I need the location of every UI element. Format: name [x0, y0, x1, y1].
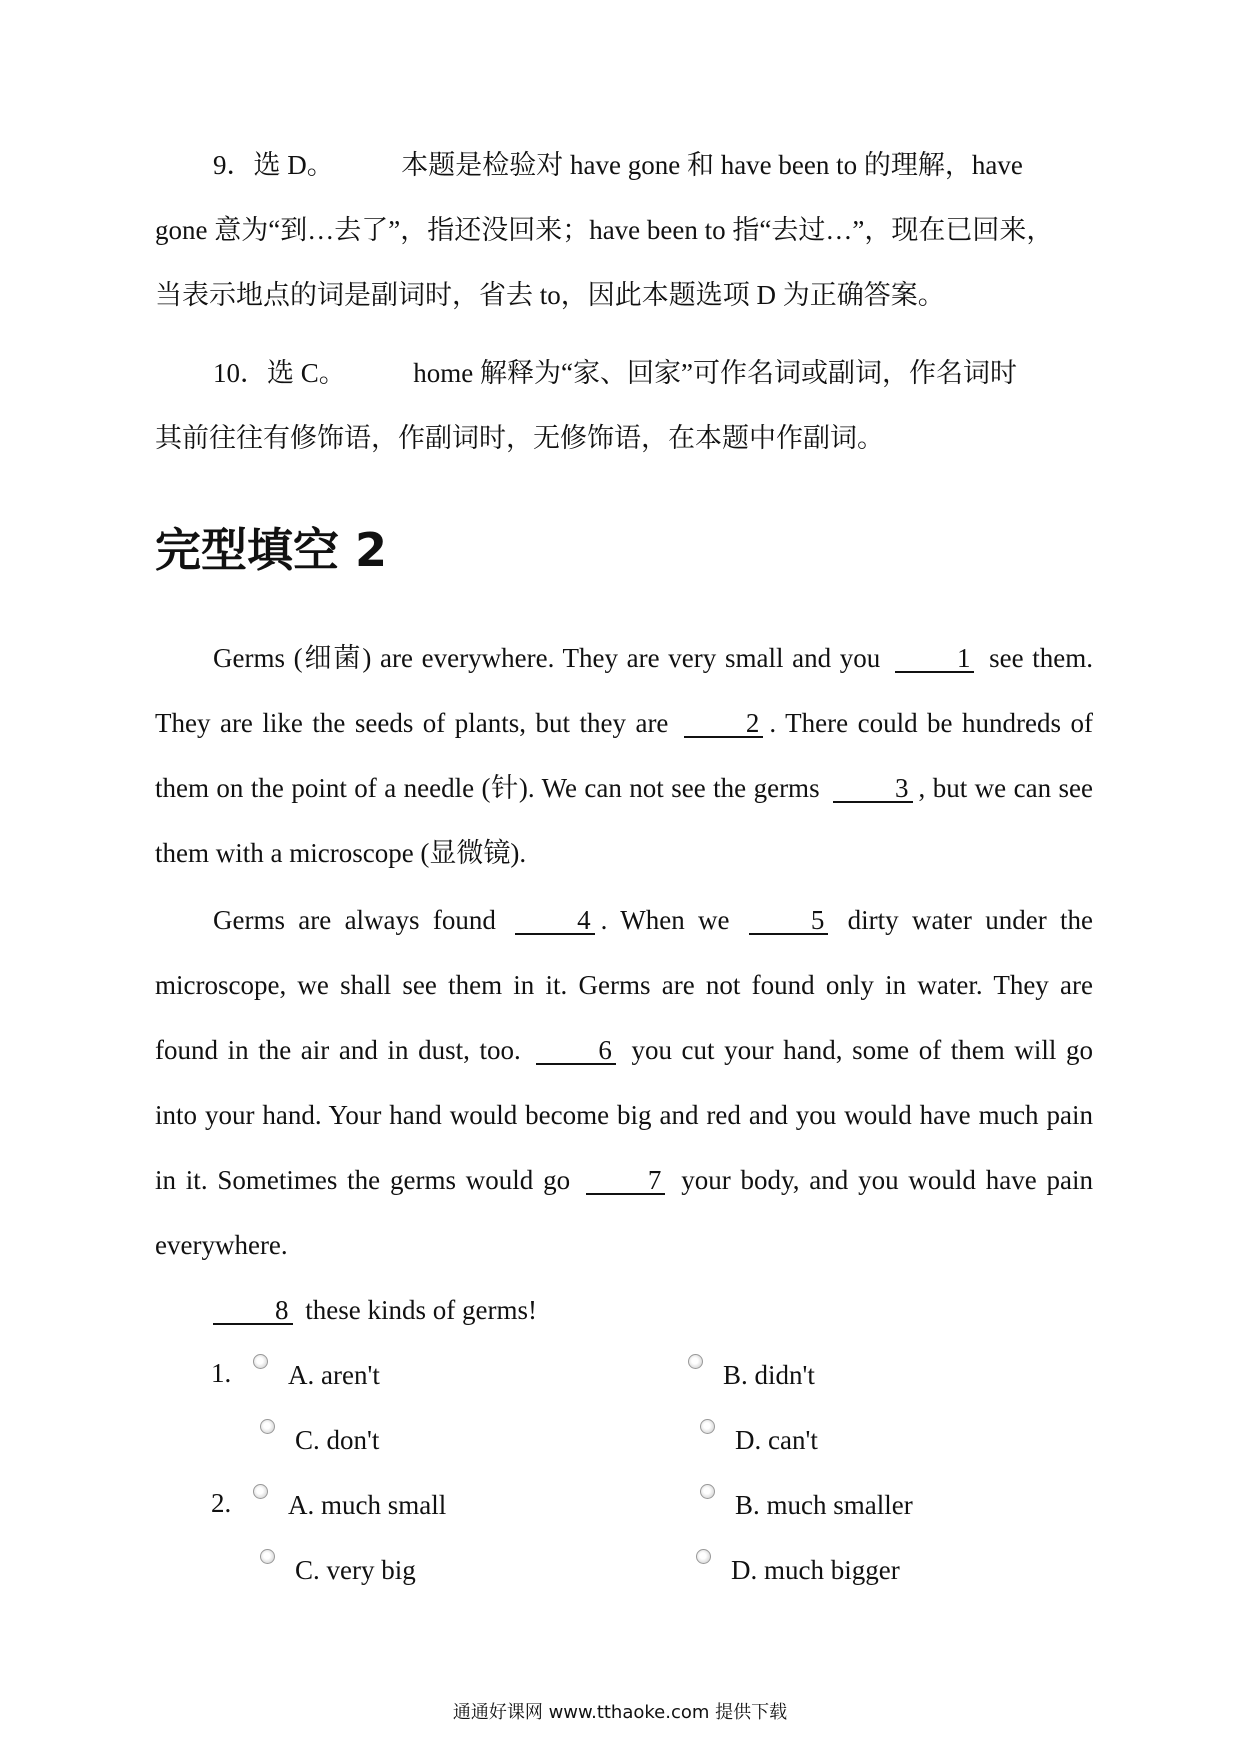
blank-5[interactable]: 5	[749, 907, 829, 935]
passage-text: Germs are always found	[213, 905, 496, 935]
answer-line: 10．选 C。 home 解释为“家、回家”可作名词或副词，作名词时	[213, 358, 1017, 388]
option-label: C. very big	[295, 1555, 416, 1585]
passage-text: , but we can see them with a microscope (显微镜).	[155, 773, 1093, 868]
option-label: B. didn't	[723, 1360, 815, 1390]
passage-text: dirty water under the microscope, we shall see them in it. Germs are not found only in water. They are found in the air and in dust, too.	[155, 905, 1093, 1065]
option-label: A. much small	[288, 1490, 447, 1520]
question-2-row-2	[0, 1545, 1240, 1595]
passage-text: see them. They are like the seeds of plants, but they are	[155, 643, 1094, 738]
section-heading: 完型填空 2	[155, 523, 388, 577]
passage-text: you cut your hand, some of them will go into your hand. Your hand would become big and red and you would have much pain in it. Sometimes the germs would go	[155, 1035, 1093, 1195]
blank-1[interactable]: 1	[895, 645, 975, 673]
option-1d[interactable]	[700, 1423, 818, 1454]
option-2d[interactable]	[696, 1553, 900, 1584]
radio-icon[interactable]	[700, 1484, 715, 1499]
question-2-row-1	[0, 1480, 1240, 1530]
option-1c[interactable]	[260, 1423, 379, 1454]
question-1-row-1	[0, 1350, 1240, 1400]
passage-text: these kinds of germs!	[305, 1295, 537, 1325]
answer-line: 其前往往有修饰语，作副词时，无修饰语，在本题中作副词。	[155, 423, 884, 453]
option-label: C. don't	[295, 1425, 380, 1455]
blank-7[interactable]: 7	[586, 1167, 666, 1195]
option-2b[interactable]	[700, 1488, 913, 1519]
radio-icon[interactable]	[700, 1419, 715, 1434]
question-number: 1.	[211, 1358, 232, 1388]
passage-text: . When we	[600, 905, 730, 935]
blank-4[interactable]: 4	[515, 907, 595, 935]
radio-icon[interactable]	[688, 1354, 703, 1369]
blank-3[interactable]: 3	[833, 775, 913, 803]
option-label: D. can't	[735, 1425, 818, 1455]
option-label: A. aren't	[288, 1360, 380, 1390]
question-1-row-2	[0, 1415, 1240, 1465]
radio-icon[interactable]	[253, 1484, 268, 1499]
passage-paragraph-3	[155, 1278, 1093, 1343]
option-2c[interactable]	[260, 1553, 416, 1584]
question-number: 2.	[211, 1488, 232, 1518]
blank-8[interactable]: 8	[213, 1297, 293, 1325]
answer-10	[155, 341, 1093, 471]
answer-line: 当表示地点的词是副词时，省去 to，因此本题选项 D 为正确答案。	[155, 280, 945, 310]
radio-icon[interactable]	[260, 1549, 275, 1564]
option-label: D. much bigger	[731, 1555, 900, 1585]
passage-paragraph-1	[155, 626, 1093, 886]
answer-line: gone 意为“到…去了”，指还没回来；have been to 指“去过…”，现在已回来，	[155, 215, 1054, 245]
option-1a[interactable]	[253, 1358, 380, 1389]
page-footer: 通通好课网 www.tthaoke.com 提供下载	[452, 1702, 788, 1723]
passage-paragraph-2	[155, 888, 1093, 1278]
option-label: B. much smaller	[735, 1490, 913, 1520]
passage-text: your body, and you would have pain everywhere.	[155, 1165, 1093, 1260]
answer-line: 9．选 D。 本题是检验对 have gone 和 have been to 的理解，have	[213, 150, 1023, 180]
radio-icon[interactable]	[696, 1549, 711, 1564]
option-1b[interactable]	[688, 1358, 815, 1389]
option-2a[interactable]	[253, 1488, 446, 1519]
radio-icon[interactable]	[260, 1419, 275, 1434]
passage-text: Germs (细菌) are everywhere. They are very small and you	[213, 643, 881, 673]
passage-text: . There could be hundreds of them on the point of a needle (针). We can not see the germs	[155, 708, 1093, 803]
radio-icon[interactable]	[253, 1354, 268, 1369]
blank-2[interactable]: 2	[684, 710, 764, 738]
blank-6[interactable]: 6	[536, 1037, 616, 1065]
answer-9	[155, 133, 1093, 328]
